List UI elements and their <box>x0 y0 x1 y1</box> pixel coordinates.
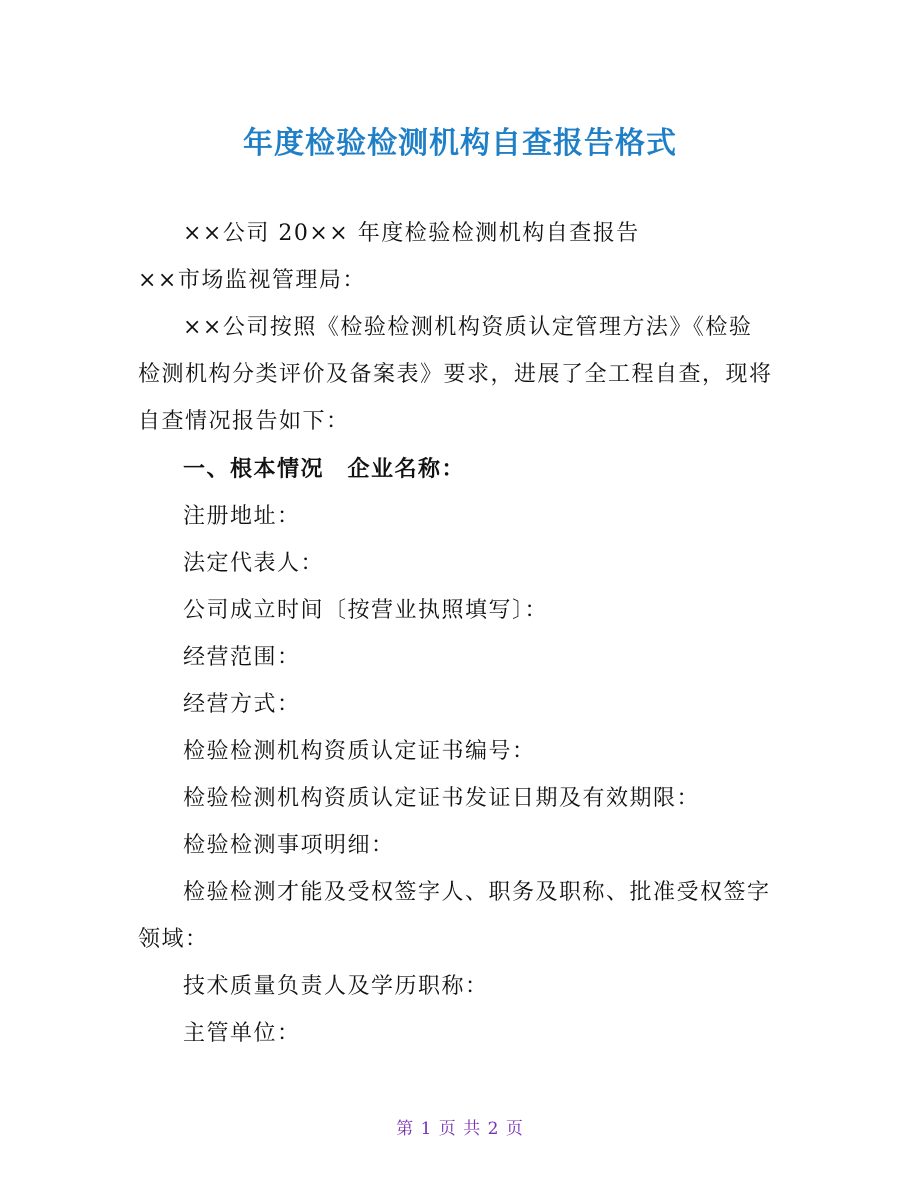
intro-line-1: ××公司按照《检验检测机构资质认定管理方法》《检验 <box>183 315 753 340</box>
report-heading: ××公司 20×× 年度检验检测机构自查报告 <box>183 221 640 246</box>
field-registered-address: 注册地址： <box>183 504 301 529</box>
field-certificate-dates: 检验检测机构资质认定证书发证日期及有效期限： <box>183 786 701 811</box>
field-supervising-unit: 主管单位： <box>183 1021 301 1046</box>
intro-line-3: 自查情况报告如下： <box>138 409 350 434</box>
field-inspection-items: 检验检测事项明细： <box>183 833 395 858</box>
field-authorized-signatory-line-1: 检验检测才能及受权签字人、职务及职称、批准受权签字 <box>183 880 771 905</box>
field-authorized-signatory-line-2: 领域： <box>138 927 209 952</box>
intro-line-2: 检测机构分类评价及备案表》要求，进展了全工程自查，现将 <box>138 362 773 387</box>
field-legal-representative: 法定代表人： <box>183 551 325 576</box>
field-business-mode: 经营方式： <box>183 692 301 717</box>
page-indicator: 第 1 页 共 2 页 <box>396 1119 524 1139</box>
field-establishment-date: 公司成立时间〔按营业执照填写〕： <box>183 598 549 623</box>
field-certificate-number: 检验检测机构资质认定证书编号： <box>183 739 536 764</box>
document-title: 年度检验检测机构自查报告格式 <box>243 126 677 161</box>
recipient-line: ××市场监视管理局： <box>138 268 366 293</box>
field-technical-lead: 技术质量负责人及学历职称： <box>183 974 489 999</box>
field-business-scope: 经营范围： <box>183 645 301 670</box>
section1-heading: 一、根本情况 企业名称： <box>183 457 466 482</box>
